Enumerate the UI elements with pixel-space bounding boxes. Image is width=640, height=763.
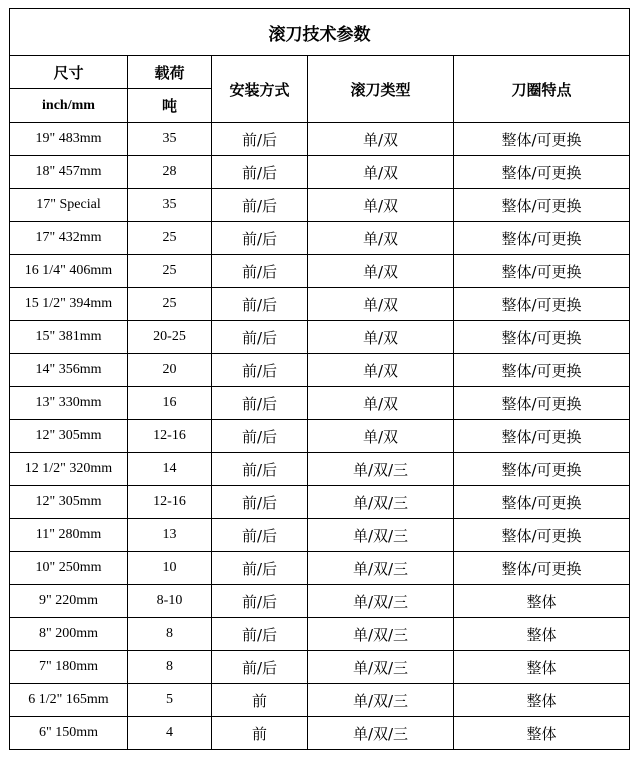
mount-cell: 前/后 [212,453,308,486]
header-cutter-type: 滚刀类型 [308,56,454,123]
cutter-type-cell: 单/双/三 [308,486,454,519]
cutter-type-cell: 单/双 [308,354,454,387]
table-row [10,552,630,585]
size-cell: 17" 432mm [10,222,128,255]
ring-cell: 整体 [454,684,630,717]
ring-cell: 整体/可更换 [454,552,630,585]
header-load: 载荷 [128,56,212,89]
cutter-type-cell: 单/双 [308,288,454,321]
table-row [10,717,630,750]
cutter-type-cell: 单/双/三 [308,519,454,552]
mount-cell: 前/后 [212,255,308,288]
cutter-type-cell: 单/双 [308,156,454,189]
size-cell: 6" 150mm [10,717,128,750]
cutter-type-cell: 单/双/三 [308,453,454,486]
load-cell: 35 [128,123,212,156]
load-cell: 28 [128,156,212,189]
load-cell: 12-16 [128,420,212,453]
load-cell: 8 [128,618,212,651]
load-cell: 16 [128,387,212,420]
load-cell: 20 [128,354,212,387]
table-row [10,189,630,222]
ring-cell: 整体/可更换 [454,288,630,321]
mount-cell: 前/后 [212,288,308,321]
table-row [10,123,630,156]
table-row [10,684,630,717]
size-cell: 13" 330mm [10,387,128,420]
table-row [10,222,630,255]
cutter-type-cell: 单/双/三 [308,684,454,717]
table-row [10,453,630,486]
header-size: 尺寸 [10,56,128,89]
table-row [10,321,630,354]
header-mount: 安装方式 [212,56,308,123]
ring-cell: 整体/可更换 [454,156,630,189]
cutter-type-cell: 单/双 [308,255,454,288]
table-row [10,354,630,387]
table-row [10,420,630,453]
ring-cell: 整体/可更换 [454,387,630,420]
table-row [10,255,630,288]
cutter-type-cell: 单/双/三 [308,618,454,651]
size-cell: 15 1/2" 394mm [10,288,128,321]
size-cell: 7" 180mm [10,651,128,684]
load-cell: 4 [128,717,212,750]
mount-cell: 前/后 [212,354,308,387]
load-cell: 12-16 [128,486,212,519]
mount-cell: 前 [212,684,308,717]
ring-cell: 整体/可更换 [454,354,630,387]
header-size-unit: inch/mm [10,89,128,123]
load-cell: 8-10 [128,585,212,618]
mount-cell: 前/后 [212,156,308,189]
size-cell: 19" 483mm [10,123,128,156]
size-cell: 12" 305mm [10,486,128,519]
ring-cell: 整体/可更换 [454,453,630,486]
table-row [10,387,630,420]
table-row [10,651,630,684]
ring-cell: 整体/可更换 [454,189,630,222]
table-row [10,519,630,552]
cutter-type-cell: 单/双/三 [308,717,454,750]
mount-cell: 前/后 [212,519,308,552]
ring-cell: 整体/可更换 [454,255,630,288]
cutter-type-cell: 单/双 [308,387,454,420]
mount-cell: 前/后 [212,222,308,255]
cutter-type-cell: 单/双 [308,321,454,354]
cutter-type-cell: 单/双/三 [308,651,454,684]
mount-cell: 前/后 [212,585,308,618]
ring-cell: 整体 [454,618,630,651]
table-row [10,288,630,321]
ring-cell: 整体/可更换 [454,486,630,519]
table-body [10,123,630,750]
cutter-type-cell: 单/双/三 [308,552,454,585]
size-cell: 17" Special [10,189,128,222]
size-cell: 11" 280mm [10,519,128,552]
cutter-type-cell: 单/双 [308,420,454,453]
table-row [10,585,630,618]
size-cell: 10" 250mm [10,552,128,585]
ring-cell: 整体/可更换 [454,321,630,354]
size-cell: 15" 381mm [10,321,128,354]
table-row [10,618,630,651]
mount-cell: 前/后 [212,651,308,684]
ring-cell: 整体/可更换 [454,123,630,156]
size-cell: 12 1/2" 320mm [10,453,128,486]
load-cell: 20-25 [128,321,212,354]
table-row [10,486,630,519]
load-cell: 25 [128,255,212,288]
load-cell: 13 [128,519,212,552]
ring-cell: 整体/可更换 [454,222,630,255]
load-cell: 25 [128,288,212,321]
ring-cell: 整体/可更换 [454,420,630,453]
mount-cell: 前/后 [212,189,308,222]
size-cell: 12" 305mm [10,420,128,453]
cutter-type-cell: 单/双 [308,222,454,255]
header-ring: 刀圈特点 [454,56,630,123]
mount-cell: 前 [212,717,308,750]
size-cell: 9" 220mm [10,585,128,618]
ring-cell: 整体 [454,651,630,684]
size-cell: 14" 356mm [10,354,128,387]
load-cell: 35 [128,189,212,222]
cutter-type-cell: 单/双/三 [308,585,454,618]
header-load-unit: 吨 [128,89,212,123]
mount-cell: 前/后 [212,552,308,585]
size-cell: 8" 200mm [10,618,128,651]
load-cell: 5 [128,684,212,717]
size-cell: 18" 457mm [10,156,128,189]
mount-cell: 前/后 [212,486,308,519]
mount-cell: 前/后 [212,618,308,651]
ring-cell: 整体 [454,585,630,618]
size-cell: 6 1/2" 165mm [10,684,128,717]
mount-cell: 前/后 [212,123,308,156]
mount-cell: 前/后 [212,420,308,453]
table-title: 滚刀技术参数 [10,9,630,56]
ring-cell: 整体/可更换 [454,519,630,552]
cutter-type-cell: 单/双 [308,123,454,156]
load-cell: 25 [128,222,212,255]
cutter-spec-table [9,8,630,750]
mount-cell: 前/后 [212,387,308,420]
table-row [10,156,630,189]
load-cell: 8 [128,651,212,684]
mount-cell: 前/后 [212,321,308,354]
cutter-type-cell: 单/双 [308,189,454,222]
load-cell: 14 [128,453,212,486]
load-cell: 10 [128,552,212,585]
size-cell: 16 1/4" 406mm [10,255,128,288]
ring-cell: 整体 [454,717,630,750]
